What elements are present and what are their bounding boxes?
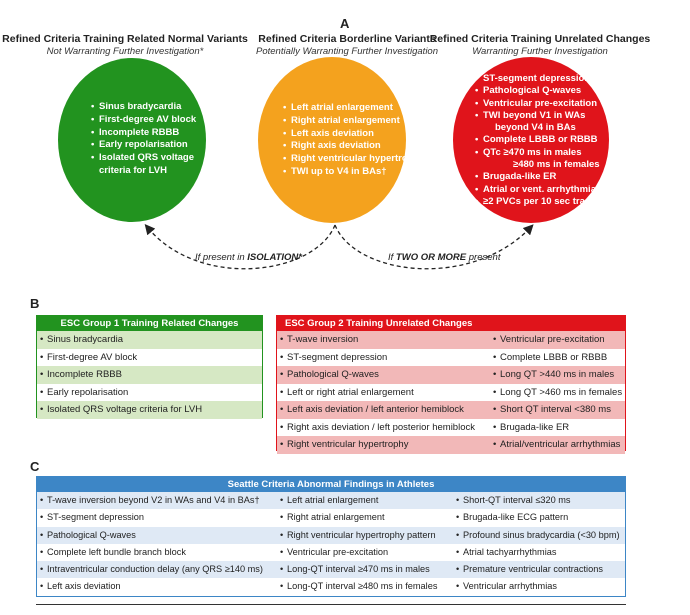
two-or-more-label: If TWO OR MORE present (388, 252, 501, 263)
list-item: • Ventricular pre-excitation (475, 98, 604, 110)
esc-group1-header: ESC Group 1 Training Related Changes (37, 316, 262, 331)
table-cell: • Atrial tachyarrhythmias (453, 544, 556, 561)
borderline-variants-subtitle: Potentially Warranting Further Investigation (256, 46, 438, 57)
table-row (37, 509, 625, 526)
table-row (37, 384, 262, 402)
table-row (277, 384, 625, 402)
table-cell: • Long QT >460 ms in females (490, 384, 622, 402)
normal-variants-title: Refined Criteria Training Related Normal Variants (2, 33, 248, 45)
isolation-label: If present in ISOLATION* (195, 252, 302, 263)
table-cell: • Pathological Q-waves (277, 366, 379, 384)
table-cell: • Complete LBBB or RBBB (490, 349, 607, 367)
borderline-variants-title: Refined Criteria Borderline Variants (258, 33, 436, 45)
table-cell: • First-degree AV block (37, 349, 137, 367)
list-item: • Complete LBBB or RBBB (475, 134, 604, 146)
table-cell: • ST-segment depression (277, 349, 387, 367)
table-cell: • Ventricular arrhythmias (453, 578, 557, 595)
table-cell: • T-wave inversion (277, 331, 358, 349)
section-a-label: A (340, 16, 350, 31)
list-item: • Right atrial enlargement (283, 115, 425, 128)
esc-group1-table (36, 315, 263, 418)
table-row (37, 561, 625, 578)
list-item: • TWI beyond V1 in WAs (475, 110, 604, 122)
table-row (37, 527, 625, 544)
table-cell: • Ventricular pre-excitation (277, 544, 388, 561)
list-item: • Isolated QRS voltage (91, 152, 196, 165)
table-cell: • T-wave inversion beyond V2 in WAs and V4 in BAs† (37, 492, 260, 509)
table-cell: • Left axis deviation (37, 578, 121, 595)
list-item: • First-degree AV block (91, 114, 196, 127)
list-item: • ≥2 PVCs per 10 sec tracing (475, 196, 604, 208)
table-cell: • Complete left bundle branch block (37, 544, 186, 561)
bottom-rule (36, 604, 626, 605)
table-cell: • Short-QT interval ≤320 ms (453, 492, 571, 509)
table-row (37, 578, 625, 595)
list-item: • TWI up to V4 in BAs† (283, 166, 425, 179)
table-cell: • Premature ventricular contractions (453, 561, 603, 578)
flow-arrows (0, 0, 690, 300)
table-cell: • Right ventricular hypertrophy pattern (277, 527, 436, 544)
esc-group2-table (276, 315, 626, 451)
unrelated-changes-subtitle: Warranting Further Investigation (472, 46, 608, 57)
table-cell: • Brugada-like ECG pattern (453, 509, 568, 526)
list-item: • Left axis deviation (283, 128, 425, 141)
table-cell: • Long-QT interval ≥470 ms in males (277, 561, 430, 578)
table-cell: • Profound sinus bradycardia (<30 bpm) (453, 527, 620, 544)
table-cell: • Isolated QRS voltage criteria for LVH (37, 401, 202, 419)
table-cell: • Atrial/ventricular arrhythmias (490, 436, 620, 454)
esc-group2-header: ESC Group 2 Training Unrelated Changes (277, 316, 625, 331)
table-cell: • Left or right atrial enlargement (277, 384, 414, 402)
table-cell: • Pathological Q-waves (37, 527, 136, 544)
table-row (37, 401, 262, 419)
table-row (37, 349, 262, 367)
table-cell: • Sinus bradycardia (37, 331, 123, 349)
table-cell: • Ventricular pre-excitation (490, 331, 605, 349)
table-cell: • Right axis deviation / left posterior hemiblock (277, 419, 475, 437)
seattle-criteria-header: Seattle Criteria Abnormal Findings in Athletes (37, 477, 625, 492)
table-cell: • Left axis deviation / left anterior hemiblock (277, 401, 464, 419)
list-item: • Right axis deviation (283, 140, 425, 153)
table-cell: • Left atrial enlargement (277, 492, 378, 509)
table-cell: • Right atrial enlargement (277, 509, 385, 526)
list-item: • ST-segment depression (475, 73, 604, 85)
table-row (37, 331, 262, 349)
table-cell: • Short QT interval <380 ms (490, 401, 611, 419)
list-item: • Atrial or vent. arrhythmias (475, 184, 604, 196)
normal-variants-subtitle: Not Warranting Further Investigation* (46, 46, 204, 57)
table-row (277, 366, 625, 384)
list-item: • Left atrial enlargement (283, 102, 425, 115)
table-cell: • Intraventricular conduction delay (any QRS ≥140 ms) (37, 561, 263, 578)
table-cell: • Brugada-like ER (490, 419, 569, 437)
list-item: • QTc ≥470 ms in males (475, 147, 604, 159)
table-row (277, 401, 625, 419)
table-cell: • Incomplete RBBB (37, 366, 122, 384)
seattle-criteria-table (36, 476, 626, 597)
table-row (277, 349, 625, 367)
list-item-continuation: ≥480 ms in females (513, 159, 600, 171)
seattle-criteria-body (37, 492, 625, 596)
table-cell: • Early repolarisation (37, 384, 128, 402)
section-c-label: C (30, 459, 40, 474)
table-row (277, 331, 625, 349)
table-row (37, 492, 625, 509)
table-cell: • ST-segment depression (37, 509, 144, 526)
unrelated-changes-title: Refined Criteria Training Unrelated Changes (429, 33, 651, 45)
list-item: • Brugada-like ER (475, 171, 604, 183)
table-row (37, 544, 625, 561)
table-row (37, 366, 262, 384)
table-row (277, 436, 625, 454)
table-cell: • Long-QT interval ≥480 ms in females (277, 578, 437, 595)
table-cell: • Right ventricular hypertrophy (277, 436, 408, 454)
list-item: • Incomplete RBBB (91, 127, 196, 140)
section-b-label: B (30, 296, 40, 311)
list-item-continuation: criteria for LVH (99, 164, 167, 176)
list-item-continuation: beyond V4 in BAs (495, 122, 576, 134)
list-item: • Right ventricular hypertrophy (283, 153, 425, 166)
list-item: • Early repolarisation (91, 139, 196, 152)
table-cell: • Long QT >440 ms in males (490, 366, 614, 384)
table-row (277, 419, 625, 437)
list-item: • Sinus bradycardia (91, 101, 196, 114)
list-item: • Pathological Q-waves (475, 85, 604, 97)
